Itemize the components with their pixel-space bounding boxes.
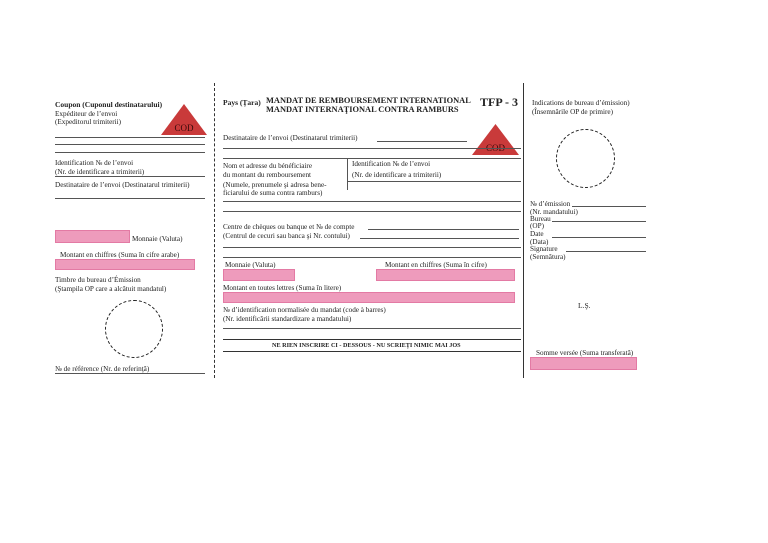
- mandat-line: [223, 158, 521, 159]
- footer-notice: NE RIEN INSCRIRE CI - DESSOUS - NU SCRIEŢI NIMIC MAI JOS: [272, 342, 461, 349]
- signature-line: [566, 251, 646, 252]
- coupon-sender-label-ro: (Expeditorul trimiterii): [55, 118, 122, 126]
- date-label-ro: (Data): [530, 238, 549, 246]
- coupon-line: [55, 176, 205, 177]
- mandat-amount-field[interactable]: [376, 269, 515, 281]
- office-label-ro: (OP): [530, 222, 544, 230]
- coupon-currency-label: Monnaie (Valuta): [132, 235, 183, 243]
- office-notes-label-ro: (Însemnările OP de primire): [532, 108, 613, 116]
- recipient-label: Destinataire de l’envoi (Destinatarul trimiterii): [223, 134, 358, 142]
- transferred-amount-label: Somme versée (Suma transferată): [536, 349, 634, 357]
- mandat-line: [223, 328, 521, 329]
- coupon-dest-label: Destinataire de l’envoi (Destinatarul trimiterii): [55, 181, 190, 189]
- office-line: [552, 221, 646, 222]
- coupon-line: [55, 144, 205, 145]
- mandat-ident-label: Identification № de l’envoi: [352, 160, 431, 168]
- signature-label-ro: (Semnătura): [530, 253, 566, 261]
- mandat-line: [223, 148, 521, 149]
- form-title-ro: MANDAT INTERNAŢIONAL CONTRA RAMBURS: [266, 105, 459, 114]
- beneficiary-label-ro-2: ficiarului de suma contra ramburs): [223, 189, 323, 197]
- amount-words-field[interactable]: [223, 292, 515, 303]
- footer-rule-top: [223, 339, 521, 340]
- mandat-line: [223, 257, 521, 258]
- barcode-id-label-ro: (Nr. identificării standardizare a mandatului): [223, 315, 352, 323]
- beneficiary-label-ro: (Numele, prenumele şi adresa bene-: [223, 181, 327, 189]
- office-stamp-circle: [556, 129, 615, 188]
- mandat-ident-label-ro: (Nr. de identificare a trimiterii): [352, 171, 442, 179]
- recipient-line: [377, 141, 467, 142]
- section-divider: [523, 83, 524, 378]
- signature-label: Signature: [530, 245, 558, 253]
- coupon-currency-field[interactable]: [55, 230, 130, 243]
- seal-place-label: L.Ş.: [578, 301, 591, 310]
- form-title-fr: MANDAT DE REMBOURSEMENT INTERNATIONAL: [266, 96, 471, 105]
- coupon-line: [55, 373, 205, 374]
- cod-badge-text: COD: [174, 123, 194, 133]
- footer-rule-bottom: [223, 351, 521, 352]
- beneficiary-label-2: du montant du remboursement: [223, 171, 312, 179]
- emission-number-label: № d’émission: [530, 200, 571, 208]
- mandat-currency-field[interactable]: [223, 269, 295, 281]
- coupon-amount-label: Montant en chiffres (Suma în cifre arabe): [60, 251, 180, 259]
- coupon-stamp-label-ro: (Ştampila OP care a alcătuit mandatul): [55, 285, 167, 293]
- cod-badge-text: COD: [485, 143, 506, 153]
- mandat-line: [347, 181, 521, 182]
- coupon-sender-label: Expéditeur de l’envoi: [55, 110, 118, 118]
- coupon-ident-label-ro: (Nr. de identificare a trimiterii): [55, 168, 145, 176]
- form-code: TFP - 3: [480, 95, 518, 109]
- mandat-line: [223, 211, 521, 212]
- coupon-stamp-label: Timbre du bureau d’Émission: [55, 276, 141, 284]
- perforation-line: [214, 83, 215, 378]
- beneficiary-label: Nom et adresse du bénéficiaire: [223, 162, 313, 170]
- bank-line: [360, 238, 519, 239]
- amount-words-label: Montant en toutes lettres (Suma în litere): [223, 284, 342, 292]
- date-label: Date: [530, 230, 544, 238]
- emission-number-label-ro: (Nr. mandatului): [530, 208, 578, 216]
- coupon-ref-label: № de référence (Nr. de referinţă): [55, 365, 150, 373]
- office-notes-label: Indications de bureau d’émission): [532, 99, 630, 107]
- emission-number-line: [572, 206, 646, 207]
- cod-badge: [160, 103, 208, 136]
- cod-badge: [471, 123, 520, 156]
- barcode-id-label: № d’identification normalisée du mandat (code à barres): [223, 306, 386, 314]
- coupon-line: [55, 152, 205, 153]
- bank-label: Centre de chèques ou banque et № de compte: [223, 223, 355, 231]
- coupon-title: Coupon (Cuponul destinatarului): [55, 100, 163, 109]
- coupon-ident-label: Identification № de l’envoi: [55, 159, 134, 167]
- mandat-currency-label: Monnaie (Valuta): [225, 261, 276, 269]
- mandat-line: [223, 201, 521, 202]
- date-line: [552, 237, 646, 238]
- bank-line: [368, 229, 519, 230]
- mandat-divider: [347, 158, 348, 190]
- office-label: Bureau: [530, 215, 551, 223]
- coupon-amount-field[interactable]: [55, 259, 195, 270]
- country-label: Pays (Ţara): [223, 98, 261, 107]
- transferred-amount-field[interactable]: [530, 357, 637, 370]
- bank-label-ro: (Centrul de cecuri sau banca şi Nr. contului): [223, 232, 350, 240]
- coupon-stamp-circle: [105, 300, 163, 358]
- mandat-amount-label: Montant en chiffres (Suma în cifre): [385, 261, 487, 269]
- coupon-line: [55, 137, 205, 138]
- mandat-line: [223, 247, 521, 248]
- coupon-line: [55, 198, 205, 199]
